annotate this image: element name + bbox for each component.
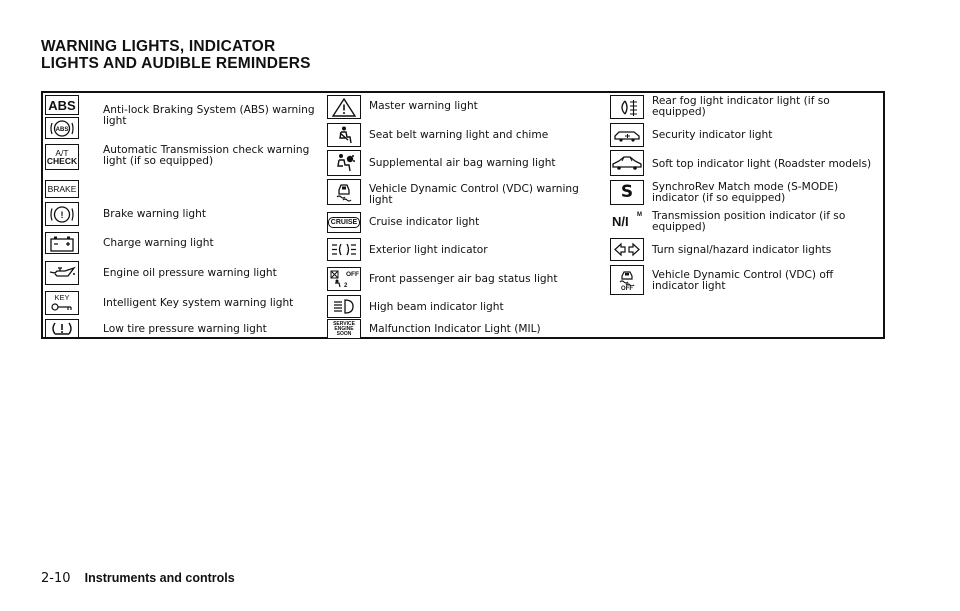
- abs-warning-label: Anti-lock Braking System (ABS) warning light: [103, 104, 315, 127]
- rear-fog-label: Rear fog light indicator light (if so equipped): [652, 95, 830, 118]
- list-item: [608, 122, 883, 148]
- vdc-icon: [327, 179, 361, 205]
- battery-icon: [45, 232, 79, 254]
- abs-circle-icon: [45, 117, 79, 139]
- svg-text:!: !: [60, 209, 64, 220]
- list-item: [608, 180, 883, 206]
- list-item: [325, 295, 608, 319]
- warning-triangle-icon: [327, 95, 361, 119]
- exterior-light-label: Exterior light indicator: [369, 243, 488, 256]
- turn-signal-icon: [610, 238, 644, 261]
- list-item: [43, 230, 325, 256]
- cruise-indicator-label: Cruise indicator light: [369, 216, 480, 228]
- page-title-line-1: WARNING LIGHTS, INDICATOR: [41, 38, 276, 55]
- rear-fog-icon: [610, 95, 644, 119]
- list-item: [325, 212, 608, 233]
- at-check-label: Automatic Transmission check warning light (if so equipped): [103, 144, 310, 167]
- list-item: [325, 179, 608, 211]
- list-item: [608, 93, 883, 121]
- oil-pressure-label: Engine oil pressure warning light: [103, 266, 277, 279]
- indicator-table: [41, 91, 885, 339]
- turn-signal-label: Turn signal/hazard indicator lights: [652, 243, 832, 256]
- low-tire-pressure-label: Low tire pressure warning light: [103, 322, 267, 335]
- security-indicator-label: Security indicator light: [652, 128, 773, 141]
- service-engine-soon-icon: SERVICE ENGINE SOON: [327, 319, 361, 339]
- brake-icon: BRAKE: [45, 180, 79, 198]
- vdc-off-icon: OFF: [610, 265, 644, 295]
- oil-can-icon: [45, 261, 79, 285]
- soft-top-label: Soft top indicator light (Roadster models): [652, 157, 872, 170]
- list-item: [43, 259, 325, 287]
- charge-warning-label: Charge warning light: [103, 236, 214, 249]
- page-title: [41, 38, 311, 72]
- section-name: Instruments and controls: [84, 571, 235, 585]
- list-item: [325, 319, 608, 339]
- high-beam-label: High beam indicator light: [369, 300, 504, 313]
- abs-icon: ABS: [45, 95, 79, 115]
- malfunction-indicator-label: Malfunction Indicator Light (MIL): [369, 322, 541, 335]
- airbag-warning-label: Supplemental air bag warning light: [369, 156, 556, 169]
- list-item: [43, 142, 325, 170]
- passenger-airbag-status-label: Front passenger air bag status light: [369, 272, 558, 285]
- security-car-icon: [610, 123, 644, 147]
- vdc-off-label: Vehicle Dynamic Control (VDC) off indicator light: [652, 269, 834, 292]
- list-item: [43, 319, 325, 339]
- list-item: [608, 265, 883, 297]
- list-item: [608, 237, 883, 263]
- key-icon: KEY: [45, 291, 79, 315]
- cruise-icon: CRUISE: [327, 212, 361, 233]
- list-item: [325, 237, 608, 263]
- brake-warning-label: Brake warning light: [103, 207, 207, 220]
- page-title-line-2: LIGHTS AND AUDIBLE REMINDERS: [41, 55, 311, 72]
- seat-belt-icon: [327, 123, 361, 147]
- s-mode-icon: S: [610, 180, 644, 205]
- list-item: [325, 266, 608, 292]
- list-item: [43, 174, 325, 226]
- svg-text:2: 2: [344, 282, 348, 289]
- page-number: 2-10: [41, 571, 71, 586]
- airbag-icon: [327, 150, 361, 176]
- transmission-position-icon: N/I M: [610, 209, 644, 234]
- vdc-warning-label: Vehicle Dynamic Control (VDC) warning light: [369, 183, 579, 206]
- soft-top-icon: [610, 150, 644, 176]
- passenger-airbag-off-icon: 2 OFF: [327, 267, 361, 291]
- list-item: [608, 150, 883, 178]
- s-mode-label: SynchroRev Match mode (S-MODE) indicator (if so equipped): [652, 181, 839, 204]
- page-footer: [41, 571, 235, 586]
- intelligent-key-label: Intelligent Key system warning light: [103, 296, 294, 309]
- list-item: [43, 290, 325, 316]
- tire-pressure-icon: [45, 319, 79, 338]
- svg-text:ABS: ABS: [55, 126, 69, 133]
- list-item: [325, 150, 608, 176]
- brake-circle-icon: [45, 202, 79, 226]
- high-beam-icon: [327, 295, 361, 318]
- transmission-position-label: Transmission position indicator (if so equipped): [652, 210, 846, 233]
- exterior-light-icon: [327, 238, 361, 261]
- seat-belt-label: Seat belt warning light and chime: [369, 128, 549, 141]
- list-item: [325, 93, 608, 119]
- list-item: [43, 93, 325, 139]
- master-warning-label: Master warning light: [369, 99, 478, 112]
- list-item: [325, 122, 608, 148]
- at-check-icon: A/T CHECK: [45, 144, 79, 170]
- list-item: [608, 208, 883, 236]
